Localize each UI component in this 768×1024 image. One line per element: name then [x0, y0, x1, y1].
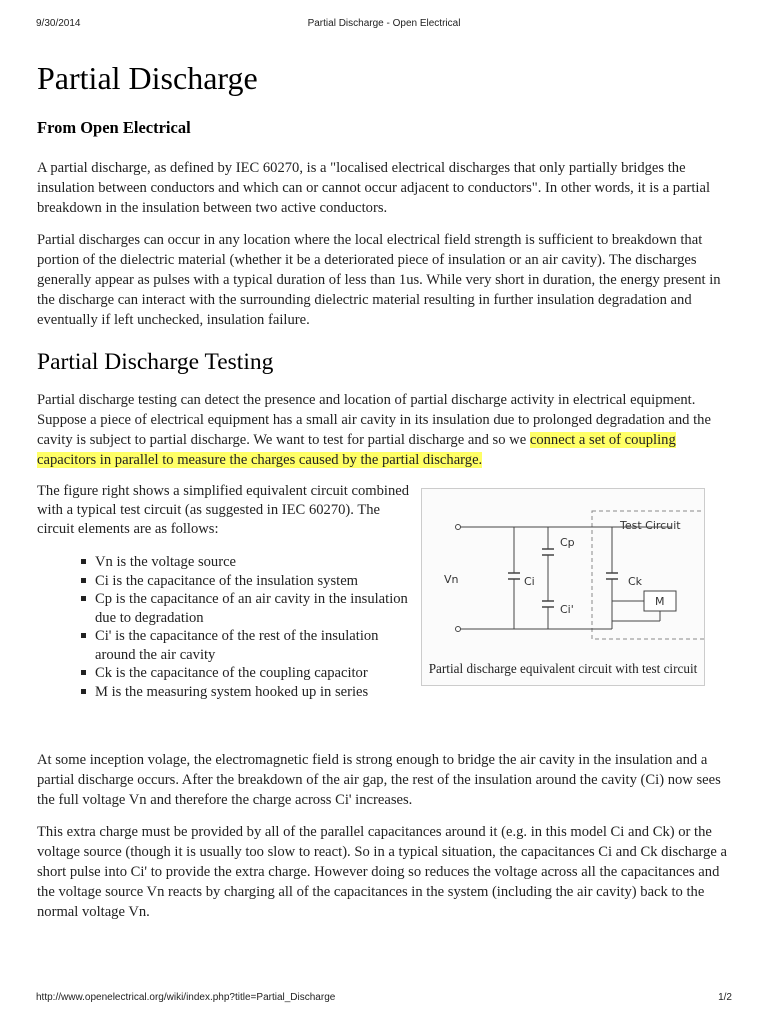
circuit-figure	[421, 488, 705, 686]
print-url: http://www.openelectrical.org/wiki/index.php?title=Partial_Discharge	[36, 992, 336, 1003]
list-item: Ci' is the capacitance of the rest of the insulation around the air cavity	[81, 627, 417, 664]
terminal-bottom	[456, 627, 461, 632]
terminal-top	[456, 525, 461, 530]
page-title: Partial Discharge	[37, 60, 258, 96]
print-footer	[0, 992, 768, 1006]
circuit-diagram	[422, 489, 704, 659]
list-item: Cp is the capacitance of an air cavity in the insulation due to degradation	[81, 590, 417, 627]
list-item: Ci is the capacitance of the insulation system	[81, 572, 417, 591]
print-header	[0, 18, 768, 32]
testing-text: Partial discharge testing can detect the presence and location of partial discharge activity in electrical equipment. Suppose a piece of electrical equipment has a small air cavity in its insulation due to prolonged degradation and the cavity is subject to partial discharge. We want to test for partial discharge and so we	[37, 392, 711, 448]
article	[37, 58, 731, 922]
page-number: 1/2	[718, 992, 732, 1003]
section-heading-testing: Partial Discharge Testing	[37, 349, 274, 375]
vn-label: Vn	[444, 573, 459, 586]
print-date: 9/30/2014	[36, 18, 81, 29]
test-circuit-label: Test Circuit	[620, 519, 681, 532]
ciprime-label: Ci'	[560, 603, 574, 616]
highlighted-text: connect a set of coupling capacitors in parallel to measure the charges caused by the partial discharge.	[37, 432, 676, 468]
list-item: M is the measuring system hooked up in series	[81, 683, 417, 702]
circuit-elements-list	[81, 553, 417, 701]
ck-label: Ck	[628, 575, 643, 588]
list-item: Ck is the capacitance of the coupling capacitor	[81, 664, 417, 683]
cp-label: Cp	[560, 536, 575, 549]
print-page-title: Partial Discharge - Open Electrical	[307, 18, 461, 29]
figure-section	[37, 482, 731, 742]
paragraph-extra-charge: This extra charge must be provided by all of the parallel capacitances around it (e.g. in this model Ci and Ck) or the voltage source (though it is usually too slow to react). So in a typical situation, the capacitances Ci and Ck discharge a short pulse into Ci' to provide the extra charge. However doing so reduces the voltage across all the capacitances and the voltage source Vn reacts by charging all of the capacitances in the system (including the air cavity) back to the normal voltage Vn.	[37, 824, 727, 920]
figure-intro-text: The figure right shows a simplified equivalent circuit combined with a typical test circuit (as suggested in IEC 60270). The circuit elements are as follows:	[37, 483, 410, 537]
figure-caption: Partial discharge equivalent circuit with test circuit	[428, 661, 698, 676]
article-subtitle: From Open Electrical	[37, 118, 191, 137]
list-item: Vn is the voltage source	[81, 553, 417, 572]
paragraph-testing	[37, 390, 731, 470]
paragraph-inception: At some inception volage, the electromagnetic field is strong enough to bridge the air cavity in the insulation and a partial discharge occurs. After the breakdown of the air gap, the rest of the insulation around the cavity (Ci) now sees the full voltage Vn and therefore the charge across Ci' increases.	[37, 752, 721, 808]
paragraph-occurrence: Partial discharges can occur in any location where the local electrical field strength is sufficient to breakdown that portion of the dielectric material (whether it be a deteriorated piece of insulation or an air cavity). The discharges generally appear as pulses with a typical duration of less than 1us. While very short in duration, the energy present in the discharge can interact with the surrounding dielectric material resulting in further insulation degradation and eventually if left unchecked, insulation failure.	[37, 232, 721, 328]
ci-label: Ci	[524, 575, 535, 588]
circuit-description	[37, 482, 417, 701]
m-label: M	[655, 595, 665, 608]
paragraph-definition: A partial discharge, as defined by IEC 60270, is a "localised electrical discharges that only partially bridges the insulation between conductors and which can or cannot occur adjacent to conductors". In other words, it is a partial breakdown in the insulation between two active conductors.	[37, 160, 711, 216]
